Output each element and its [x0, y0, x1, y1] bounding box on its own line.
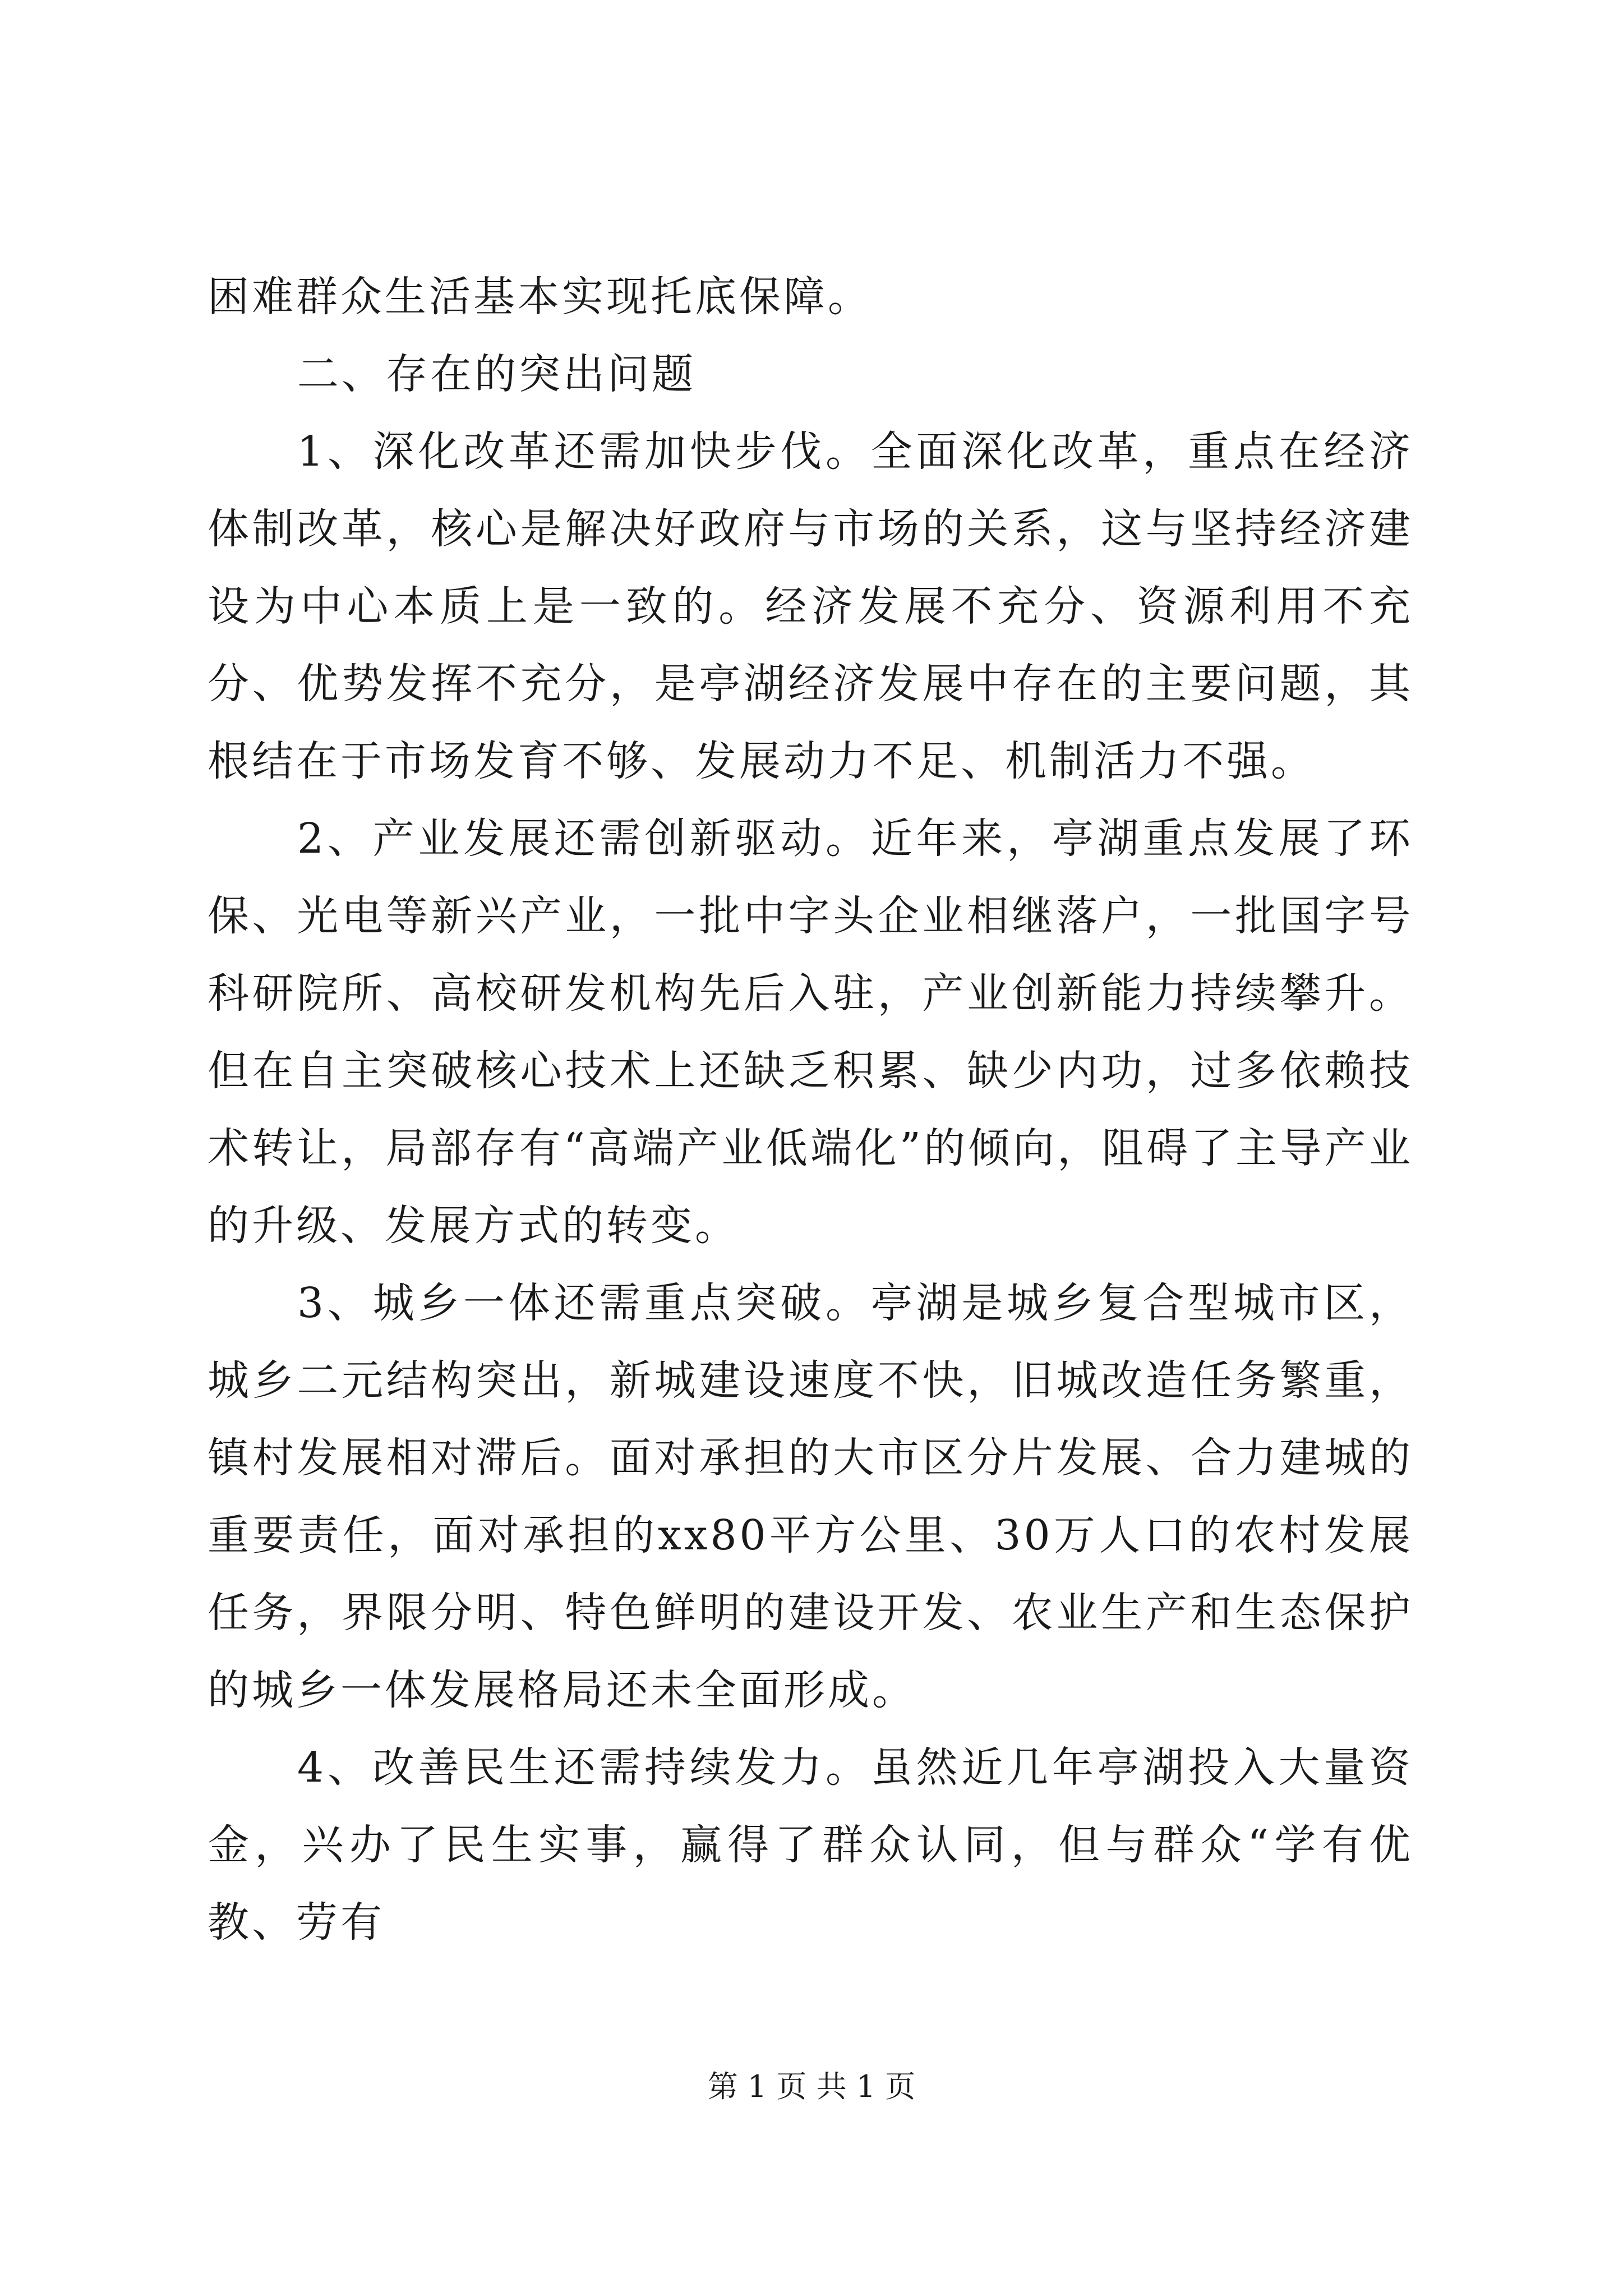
paragraph-industry: 2、产业发展还需创新驱动。近年来，亭湖重点发展了环保、光电等新兴产业，一批中字头企业相继落户，一批国字号科研院所、高校研发机构先后入驻，产业创新能力持续攀升。但在自主突破核心技术上还缺乏积累、缺少内功，过多依赖技术转让，局部存有“高端产业低端化”的倾向，阻碍了主导产业的升级、发展方式的转变。 [208, 815, 1413, 1250]
section-heading: 二、存在的突出问题 [297, 350, 696, 398]
paragraph-urban-rural: 3、城乡一体还需重点突破。亭湖是城乡复合型城市区，城乡二元结构突出，新城建设速度不快，旧城改造任务繁重，镇村发展相对滞后。面对承担的大市区分片发展、合力建城的重要责任，面对承担的xx80平方公里、30万人口的农村发展任务，界限分明、特色鲜明的建设开发、农业生产和生态保护的城乡一体发展格局还未全面形成。 [208, 1279, 1413, 1714]
paragraph-continuation: 困难群众生活基本实现托底保障。 [208, 273, 872, 321]
paragraph-reform: 1、深化改革还需加快步伐。全面深化改革，重点在经济体制改革，核心是解决好政府与市场的关系，这与坚持经济建设为中心本质上是一致的。经济发展不充分、资源利用不充分、优势发挥不充分，是亭湖经济发展中存在的主要问题，其根结在于市场发育不够、发展动力不足、机制活力不强。 [208, 427, 1413, 785]
document-body [208, 258, 1413, 1961]
page-number-footer: 第 1 页 共 1 页 [707, 2069, 916, 2104]
paragraph-livelihood: 4、改善民生还需持续发力。虽然近几年亭湖投入大量资金，兴办了民生实事，赢得了群众认同，但与群众“学有优教、劳有 [208, 1743, 1413, 1947]
